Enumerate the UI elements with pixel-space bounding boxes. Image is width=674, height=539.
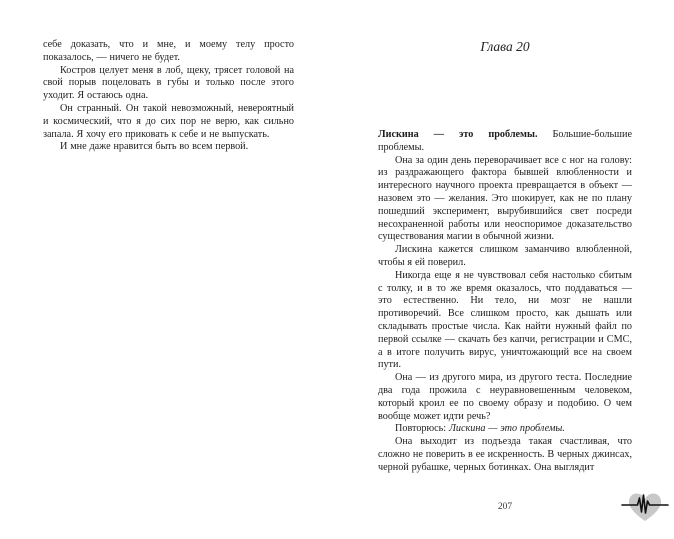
pulse-line [622, 495, 668, 513]
text-segment: себе доказать, что и мне, и моему телу просто показалось, — ничего не будет. [43, 39, 294, 63]
paragraph [43, 65, 294, 103]
paragraph [378, 423, 632, 436]
paragraph [378, 155, 632, 245]
text-segment: Лискина — это проблемы. [378, 129, 538, 140]
text-segment: Лискина кажется слишком заманчиво влюбленной, чтобы я ей поверил. [378, 244, 632, 268]
text-segment: Она — из другого мира, из другого теста. Последние два года прожила с неуравновешенным человеком, который кроил ее по своему образу и подобию. О чем вообще может идти речь? [378, 372, 632, 422]
heartbeat-icon [621, 487, 669, 525]
right-page [378, 0, 632, 539]
right-page-text [378, 129, 632, 475]
paragraph [43, 141, 294, 154]
text-segment: Лискина — это проблемы. [448, 423, 565, 435]
paragraph [378, 244, 632, 270]
paragraph [378, 436, 632, 474]
left-page [43, 0, 294, 539]
chapter-heading: Глава 20 [480, 39, 530, 54]
text-segment: Она выходит из подъезда такая счастливая, что сложно не поверить в ее искренность. В черных джинсах, черной рубашке, черных ботинках. Она выглядит [378, 436, 632, 473]
paragraph [43, 103, 294, 141]
text-segment: Повторюсь: [395, 423, 449, 435]
text-segment: Она за один день переворачивает все с ног на голову: из раздражающего фактора бывшей влюбленности и интересного научного проекта превращается в объект — назовем это — желания. Это шокирует, как не по плану пошедший эксперимент, вырубившийся свет посреди несохраненной работы или неоспоримое доказательство существования магии в обычной жизни. [378, 154, 632, 243]
page-number: 207 [497, 502, 513, 512]
text-segment: Никогда еще я не чувствовал себя настолько сбитым с толку, и в то же время оказалось, что поддаваться — это естественно. Ни тело, ни мозг не нашли противоречий. Все слишком просто, как дышать или складывать простые числа. Как найти нужный файл по первой ссылке — скачать без капчи, регистрации и СМС, а в итоге получить вирус, уничтожающий все на своем пути. [378, 269, 632, 371]
left-page-text [43, 39, 294, 154]
text-segment: Он странный. Он такой невозможный, невероятный и космический, что я до сих пор не верю, как сильно запала. Я хочу его приковать к себе и не выпускать. [43, 102, 294, 140]
paragraph [378, 129, 632, 155]
paragraph [378, 372, 632, 423]
text-segment: Большие-большие проблемы. [378, 129, 632, 153]
text-segment: Костров целует меня в лоб, щеку, трясет головой на свой порыв поцеловать в губы и только после этого уходит. Я остаюсь одна. [43, 64, 294, 102]
text-segment: И мне даже нравится быть во всем первой. [60, 141, 249, 153]
paragraph [43, 39, 294, 65]
paragraph [378, 270, 632, 372]
